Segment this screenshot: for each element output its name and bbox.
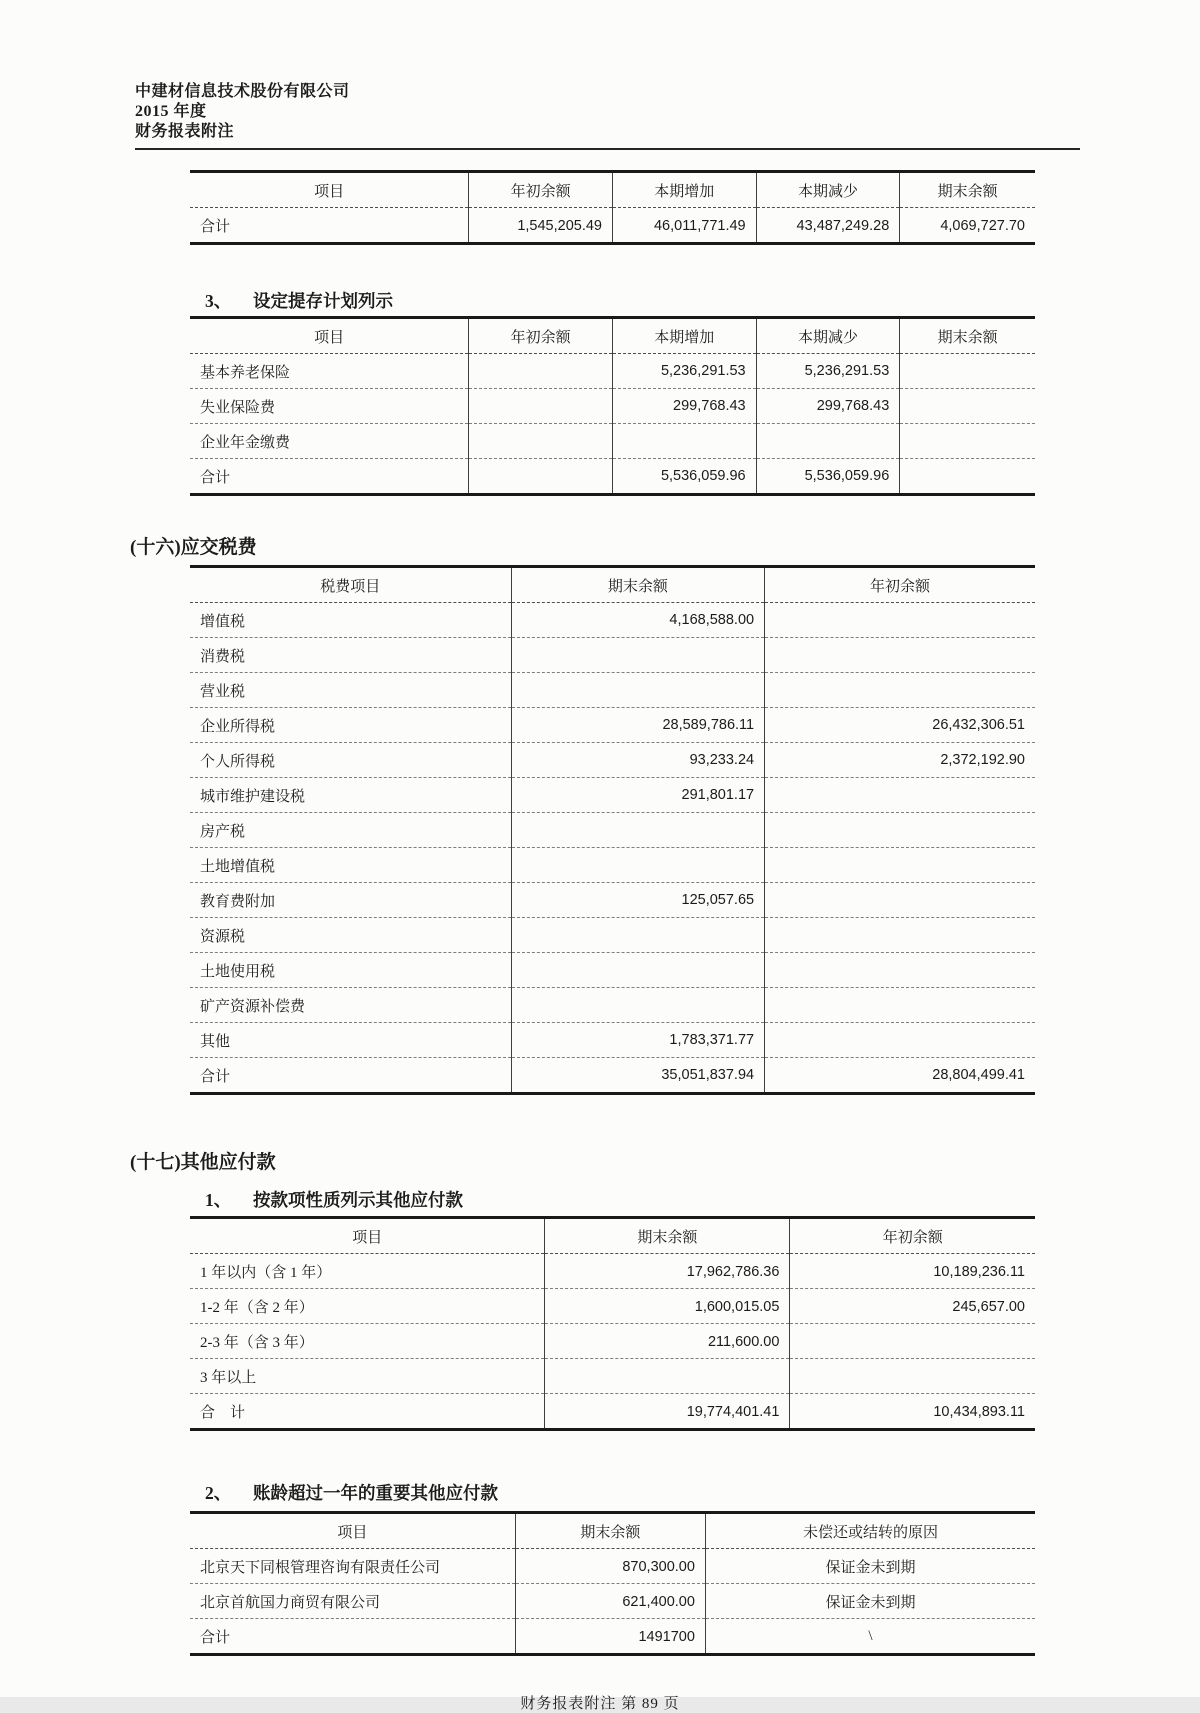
column-header: 期末余额 [900,317,1035,353]
table-cell: 245,657.00 [790,1289,1035,1324]
table-header-row [190,1513,1035,1549]
table-cell: 房产税 [190,812,511,847]
table-cell [511,847,765,882]
table-cell: 资源税 [190,917,511,952]
table-cell: 621,400.00 [515,1584,705,1619]
table-cell: 1491700 [515,1619,705,1655]
column-header: 项目 [190,1513,515,1549]
section-16-number: (十六) [130,536,181,558]
table-cell: 矿产资源补偿费 [190,987,511,1022]
table-cell: 1 年以内（含 1 年） [190,1254,545,1289]
table-row [190,742,1035,777]
table-cell [469,423,613,458]
continuation-total-table [190,170,1035,245]
table-cell [765,777,1035,812]
table-cell [765,672,1035,707]
financial-table [190,1511,1035,1656]
table-header-row [190,566,1035,602]
total-row [190,1057,1035,1093]
table-cell: 1-2 年（含 2 年） [190,1289,545,1324]
table-row [190,952,1035,987]
table-cell: 城市维护建设税 [190,777,511,812]
table-row [190,1584,1035,1619]
section-17-1-heading [205,1190,1200,1212]
table-row [190,1022,1035,1057]
table-cell: 2,372,192.90 [765,742,1035,777]
table-cell: 合计 [200,1630,231,1647]
table-cell [765,637,1035,672]
other-payables-by-nature-table [190,1216,1035,1431]
document-title: 财务报表附注 [135,123,235,140]
table-row [190,672,1035,707]
table-cell: 4,069,727.70 [900,208,1035,244]
table-cell: 教育费附加 [190,882,511,917]
section-17-heading [130,1151,1200,1175]
section-17-2-number: 2、 [205,1483,232,1504]
column-header: 年初余额 [765,566,1035,602]
column-header: 年初余额 [790,1218,1035,1254]
table-cell [511,672,765,707]
table-row [190,1289,1035,1324]
table-cell [756,423,900,458]
aged-over-one-year-payables-table [190,1511,1035,1656]
table-row [190,353,1035,388]
total-row [190,1619,1035,1655]
table-cell: 1,600,015.05 [545,1289,790,1324]
table-row [190,882,1035,917]
table-cell: \ [705,1619,1035,1655]
total-row [190,458,1035,494]
section-17-1-number: 1、 [205,1190,232,1211]
table-cell: 870,300.00 [515,1549,705,1584]
taxes-payable-table [190,565,1035,1095]
table-cell [612,423,756,458]
table-cell: 291,801.17 [511,777,765,812]
table-cell: 299,768.43 [756,388,900,423]
column-header: 期末余额 [900,172,1035,208]
report-year: 2015 年度 [135,103,207,120]
company-name: 中建材信息技术股份有限公司 [135,83,350,100]
section-3-heading [205,291,1200,313]
table-row [190,917,1035,952]
table-cell: 1,783,371.77 [511,1022,765,1057]
page-footer: 财务报表附注 第 89 页 [520,1696,680,1713]
table-cell: 5,236,291.53 [612,353,756,388]
table-row [190,637,1035,672]
table-row [190,707,1035,742]
column-header: 未偿还或结转的原因 [705,1513,1035,1549]
table-header-row [190,1218,1035,1254]
table-cell: 26,432,306.51 [765,707,1035,742]
table-row [190,777,1035,812]
financial-table [190,1216,1035,1431]
table-cell: 个人所得税 [190,742,511,777]
table-cell [765,987,1035,1022]
document-header [135,82,1080,150]
table-row [190,423,1035,458]
section-3-number: 3、 [205,291,232,311]
table-cell [765,812,1035,847]
table-row [190,847,1035,882]
section-16-heading [130,536,1200,560]
table-cell [469,353,613,388]
table-cell [900,423,1035,458]
table-cell [511,812,765,847]
section-17-1-title: 按款项性质列示其他应付款 [253,1190,463,1211]
column-header: 期末余额 [545,1218,790,1254]
table-cell [900,353,1035,388]
table-cell [765,602,1035,637]
table-cell: 28,589,786.11 [511,707,765,742]
table-cell: 19,774,401.41 [545,1394,790,1430]
table-cell: 1,545,205.49 [469,208,613,244]
section-16-title: 应交税费 [180,536,257,558]
table-cell: 保证金未到期 [705,1584,1035,1619]
table-cell: 北京首航国力商贸有限公司 [190,1584,515,1619]
table-cell: 合计 [200,219,231,235]
table-cell: 35,051,837.94 [511,1057,765,1093]
table-row [190,1254,1035,1289]
table-cell: 合计 [200,469,231,486]
total-row [190,208,1035,244]
table-cell: 93,233.24 [511,742,765,777]
table-cell: 土地使用税 [190,952,511,987]
column-header: 本期减少 [756,172,900,208]
table-cell [765,952,1035,987]
table-row [190,1549,1035,1584]
table-cell [511,987,765,1022]
column-header: 年初余额 [469,317,613,353]
table-cell: 211,600.00 [545,1324,790,1359]
column-header: 项目 [190,1218,545,1254]
table-cell [469,388,613,423]
table-cell: 2-3 年（含 3 年） [190,1324,545,1359]
table-cell: 17,962,786.36 [545,1254,790,1289]
table-cell: 5,536,059.96 [612,458,756,494]
table-cell: 4,168,588.00 [511,602,765,637]
table-cell: 消费税 [190,637,511,672]
table-cell: 土地增值税 [190,847,511,882]
column-header: 本期增加 [612,172,756,208]
table-cell: 28,804,499.41 [765,1057,1035,1093]
table-cell: 46,011,771.49 [612,208,756,244]
section-17-title: 其他应付款 [180,1151,276,1173]
table-header-row [190,317,1035,353]
section-17-2-heading [205,1483,1200,1505]
table-cell [765,917,1035,952]
table-cell: 43,487,249.28 [756,208,900,244]
table-row [190,812,1035,847]
defined-contribution-plan-table [190,316,1035,496]
section-17-number: (十七) [130,1151,181,1173]
table-cell: 5,236,291.53 [756,353,900,388]
table-cell [790,1359,1035,1394]
section-17-2-title: 账龄超过一年的重要其他应付款 [253,1483,498,1504]
table-cell: 10,434,893.11 [790,1394,1035,1430]
table-cell: 5,536,059.96 [756,458,900,494]
table-cell: 失业保险费 [190,388,469,423]
table-cell: 合计 [200,1068,231,1085]
total-row [190,1394,1035,1430]
table-cell: 125,057.65 [511,882,765,917]
table-row [190,987,1035,1022]
column-header: 税费项目 [190,566,511,602]
table-cell: 增值税 [190,602,511,637]
column-header: 本期减少 [756,317,900,353]
table-row [190,1359,1035,1394]
table-cell: 企业年金缴费 [190,423,469,458]
table-cell: 基本养老保险 [190,353,469,388]
column-header: 期末余额 [515,1513,705,1549]
table-cell: 其他 [190,1022,511,1057]
table-row [190,602,1035,637]
table-cell [511,637,765,672]
table-cell [790,1324,1035,1359]
table-row [190,388,1035,423]
table-cell [765,1022,1035,1057]
table-cell: 保证金未到期 [705,1549,1035,1584]
table-cell [469,458,613,494]
table-cell: 营业税 [190,672,511,707]
table-cell: 10,189,236.11 [790,1254,1035,1289]
table-cell [900,458,1035,494]
column-header: 年初余额 [469,172,613,208]
column-header: 本期增加 [612,317,756,353]
table-cell: 北京天下同根管理咨询有限责任公司 [190,1549,515,1584]
table-cell: 3 年以上 [190,1359,545,1394]
table-cell [511,917,765,952]
table-cell: 299,768.43 [612,388,756,423]
table-header-row [190,172,1035,208]
table-cell [545,1359,790,1394]
table-cell: 合 计 [200,1405,246,1422]
table-cell [900,388,1035,423]
table-cell [765,882,1035,917]
financial-table [190,170,1035,245]
table-cell [511,952,765,987]
table-row [190,1324,1035,1359]
table-cell [765,847,1035,882]
column-header: 项目 [190,317,469,353]
financial-table [190,565,1035,1095]
table-cell: 企业所得税 [190,707,511,742]
financial-table [190,316,1035,496]
column-header: 期末余额 [511,566,765,602]
column-header: 项目 [190,172,469,208]
section-3-title: 设定提存计划列示 [253,291,393,311]
